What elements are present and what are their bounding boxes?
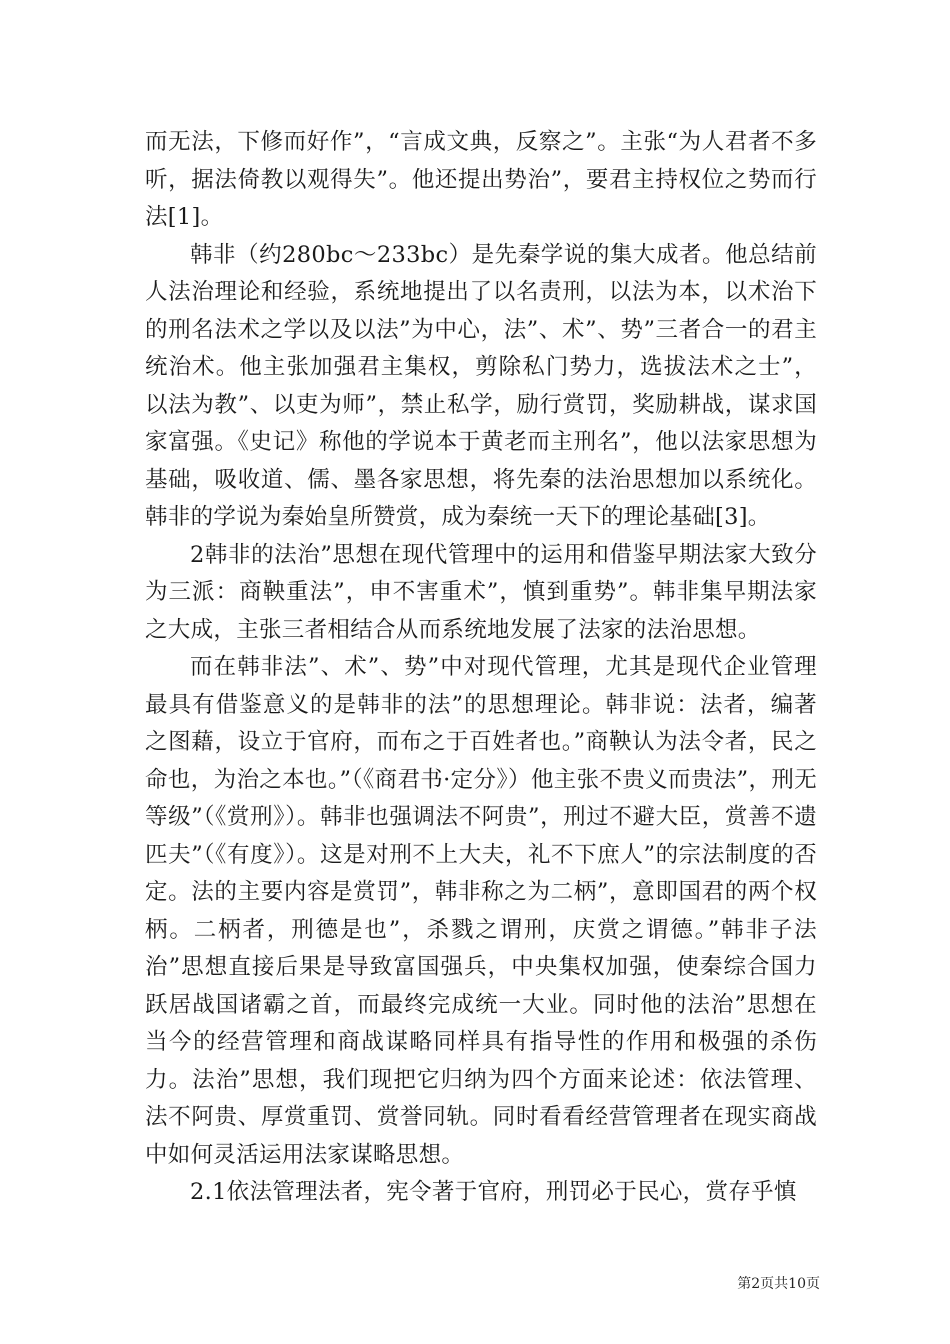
paragraph-continuation: 而无法，下修而好作”，“言成文典，反察之”。主张“为人君者不多听，据法倚教以观得失”。他还提出势治”，要君主持权位之势而行法[1]。	[145, 129, 817, 230]
paragraph-section-2-1: 2.1依法管理法者，宪令著于官府，刑罚必于民心，赏存乎慎	[190, 1179, 797, 1205]
paragraph-han-fei-intro: 韩非（约280bc～233bc）是先秦学说的集大成者。他总结前人法治理论和经验，系统地提出了以名责刑，以法为本，以术治下的刑名法术之学以及以法”为中心，法”、术”、势”三者合一的君主统治术。他主张加强君主集权，剪除私门势力，选拔法术之士”，以法为教”、以吏为师”，禁止私学，励行赏罚，奖励耕战，谋求国家富强。《史记》称他的学说本于黄老而主刑名”，他以法家思想为基础，吸收道、儒、墨各家思想，将先秦的法治思想加以系统化。韩非的学说为秦始皇所赞赏，成为秦统一天下的理论基础[3]。	[145, 241, 817, 530]
body-text	[145, 124, 817, 1212]
paragraph-modern-management: 而在韩非法”、术”、势”中对现代管理，尤其是现代企业管理最具有借鉴意义的是韩非的法”的思想理论。韩非说：法者，编著之图藉，设立于官府，而布之于百姓者也。”商鞅认为法令者，民之命也，为治之本也。”（《商君书·定分》）他主张不贵义而贵法”，刑无等级”（《赏刑》）。韩非也强调法不阿贵”，刑过不避大臣，赏善不遗匹夫”（《有度》）。这是对刑不上大夫，礼不下庶人”的宗法制度的否定。法的主要内容是赏罚”，韩非称之为二柄”，意即国君的两个权柄。二柄者，刑德是也”，杀戮之谓刑，庆赏之谓德。”韩非子法治”思想直接后果是导致富国强兵，中央集权加强，使秦综合国力跃居战国诸霸之首，而最终完成统一大业。同时他的法治”思想在当今的经营管理和商战谋略同样具有指导性的作用和极强的杀伤力。法治”思想，我们现把它归纳为四个方面来论述：依法管理、法不阿贵、厚赏重罚、赏誉同轨。同时看看经营管理者在现实商战中如何灵活运用法家谋略思想。	[145, 654, 817, 1168]
page-number-footer: 第2页共10页	[737, 1276, 820, 1292]
paragraph-section-2: 2韩非的法治”思想在现代管理中的运用和借鉴早期法家大致分为三派：商鞅重法”，申不害重术”，慎到重势”。韩非集早期法家之大成，主张三者相结合从而系统地发展了法家的法治思想。	[145, 541, 817, 643]
